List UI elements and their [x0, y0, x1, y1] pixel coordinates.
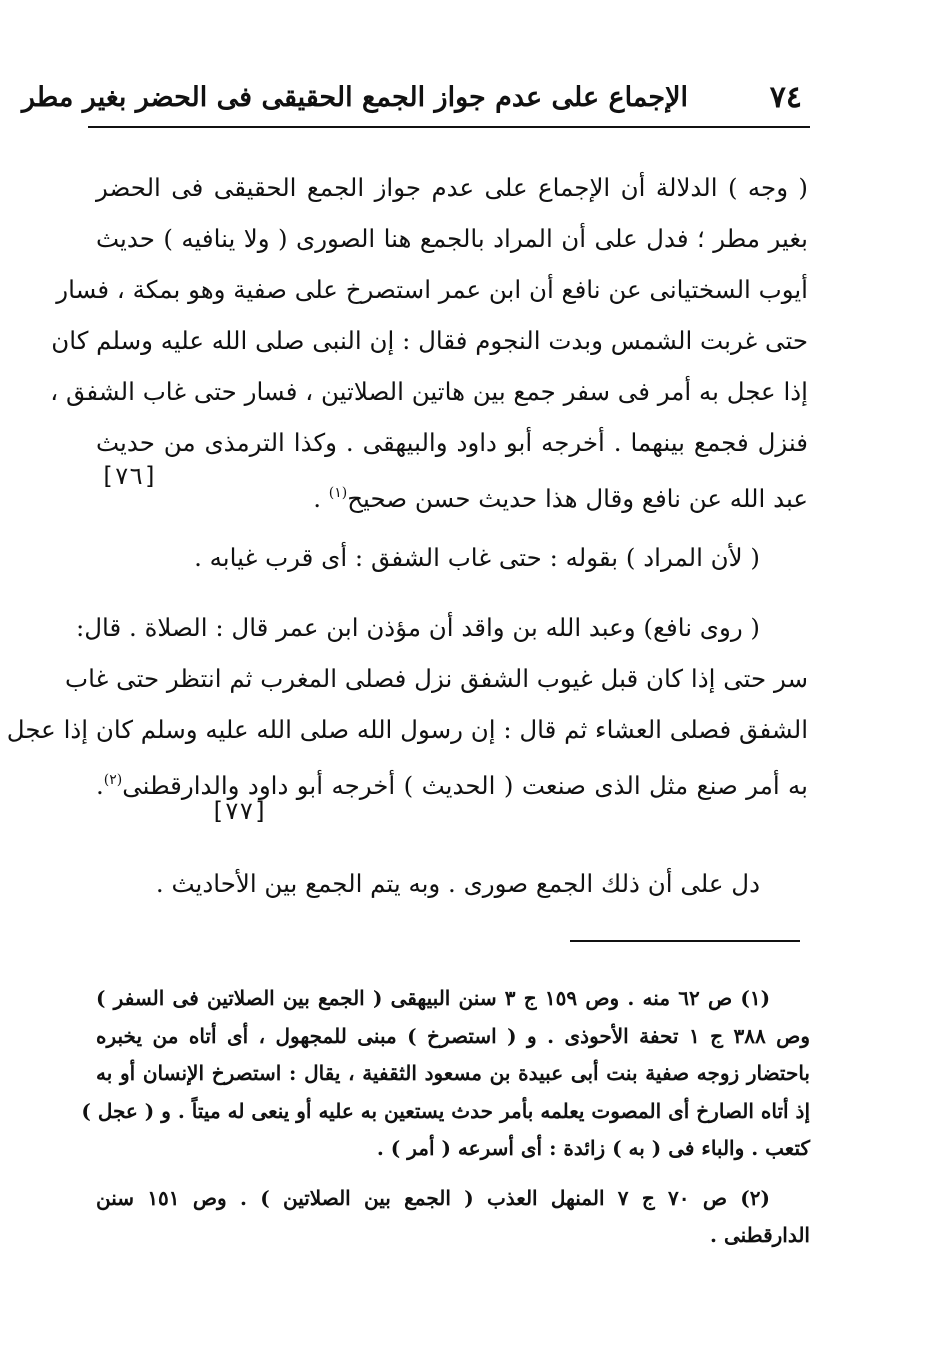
- body-line: الشفق فصلى العشاء ثم قال : إن رسول الله صلى الله عليه وسلم كان إذا عجل: [6, 715, 808, 744]
- footnote-line: باحتضار زوجه صفية بنت أبى عبيدة بن مسعود الثقفية ، يقال : استصرخ الإنسان أو به: [96, 1061, 810, 1085]
- footnote-1: [81, 980, 810, 1168]
- page-header: [21, 70, 810, 128]
- footnotes: [81, 980, 810, 1255]
- body-line-text: عبد الله عن نافع وقال هذا حديث حسن صحيح: [347, 484, 808, 513]
- footnote-mark-2[interactable]: (٢): [103, 772, 123, 788]
- body-line: ( لأن المراد ) بقوله : حتى غاب الشفق : أى قرب غيابه .: [194, 543, 760, 572]
- footnote-line: وص ٣٨٨ ج ١ تحفة الأحوذى . و ( استصرخ ) مبنى للمجهول ، أى أتاه من يخبره: [96, 1023, 810, 1048]
- footnote-divider: [570, 940, 800, 942]
- footnote-mark-1[interactable]: (١): [328, 485, 348, 501]
- reference-number-76: [٧٦]: [100, 462, 158, 490]
- paragraph-3: [6, 602, 808, 811]
- reference-number-77: [٧٧]: [210, 797, 268, 825]
- sentence-end: .: [313, 484, 329, 513]
- sentence-end: .: [96, 771, 104, 800]
- footnote-line: كتعب . والباء فى ( به ) زائدة : أى أسرعه ( أمر ) .: [376, 1136, 810, 1160]
- footnote-2: [96, 1180, 810, 1255]
- body-line: فنزل فجمع بينهما . أخرجه أبو داود والبيهقى . وكذا الترمذى من حديث: [96, 428, 808, 457]
- paragraph-1: [50, 162, 808, 524]
- body-line: حتى غربت الشمس وبدت النجوم فقال : إن النبى صلى الله عليه وسلم كان: [51, 326, 808, 355]
- body-line: بغير مطر ؛ فدل على أن المراد بالجمع هنا الصورى ( ولا ينافيه ) حديث: [96, 224, 808, 253]
- paragraph-4: [96, 858, 808, 909]
- footnote-line: الدارقطنى .: [710, 1223, 810, 1247]
- footnote-line: (١) ص ٦٢ منه . وص ١٥٩ ج ٣ سنن البيهقى ( الجمع بين الصلاتين فى السفر ): [96, 986, 771, 1010]
- body-line: دل على أن ذلك الجمع صورى . وبه يتم الجمع بين الأحاديث .: [155, 869, 760, 898]
- paragraph-2: [96, 532, 808, 583]
- body-line: [96, 755, 808, 811]
- page-number: ٧٤: [769, 80, 802, 115]
- body-line-text: به أمر صنع مثل الذى صنعت ( الحديث ) أخرجه أبو داود والدارقطنى: [122, 771, 808, 800]
- body-line: ( وجه ) الدلالة أن الإجماع على عدم جواز الجمع الحقيقى فى الحضر: [96, 173, 808, 202]
- body-line: ( روى نافع) وعبد الله بن واقد أن مؤذن ابن عمر قال : الصلاة . قال:: [76, 613, 760, 642]
- footnote-line: إذ أتاه الصارخ أى المصوت يعلمه بأمر حدث يستعين به عليه أو ينعى له ميتاً . و ( عجل ): [81, 1098, 810, 1123]
- footnote-line: (٢) ص ٧٠ ج ٧ المنهل العذب ( الجمع بين الصلاتين ) . وص ١٥١ سنن: [96, 1185, 770, 1210]
- body-line: أيوب السختيانى عن نافع أن ابن عمر استصرخ على صفية وهو بمكة ، فسار: [56, 275, 808, 304]
- body-line-last: [96, 468, 808, 524]
- body-line: إذا عجل به أمر فى سفر جمع بين هاتين الصلاتين ، فسار حتى غاب الشفق ،: [50, 377, 808, 406]
- body-line: سر حتى إذا كان قبل غيوب الشفق نزل فصلى المغرب ثم انتظر حتى غاب: [65, 664, 808, 693]
- running-title: الإجماع على عدم جواز الجمع الحقيقى فى الحضر بغير مطر: [21, 82, 688, 113]
